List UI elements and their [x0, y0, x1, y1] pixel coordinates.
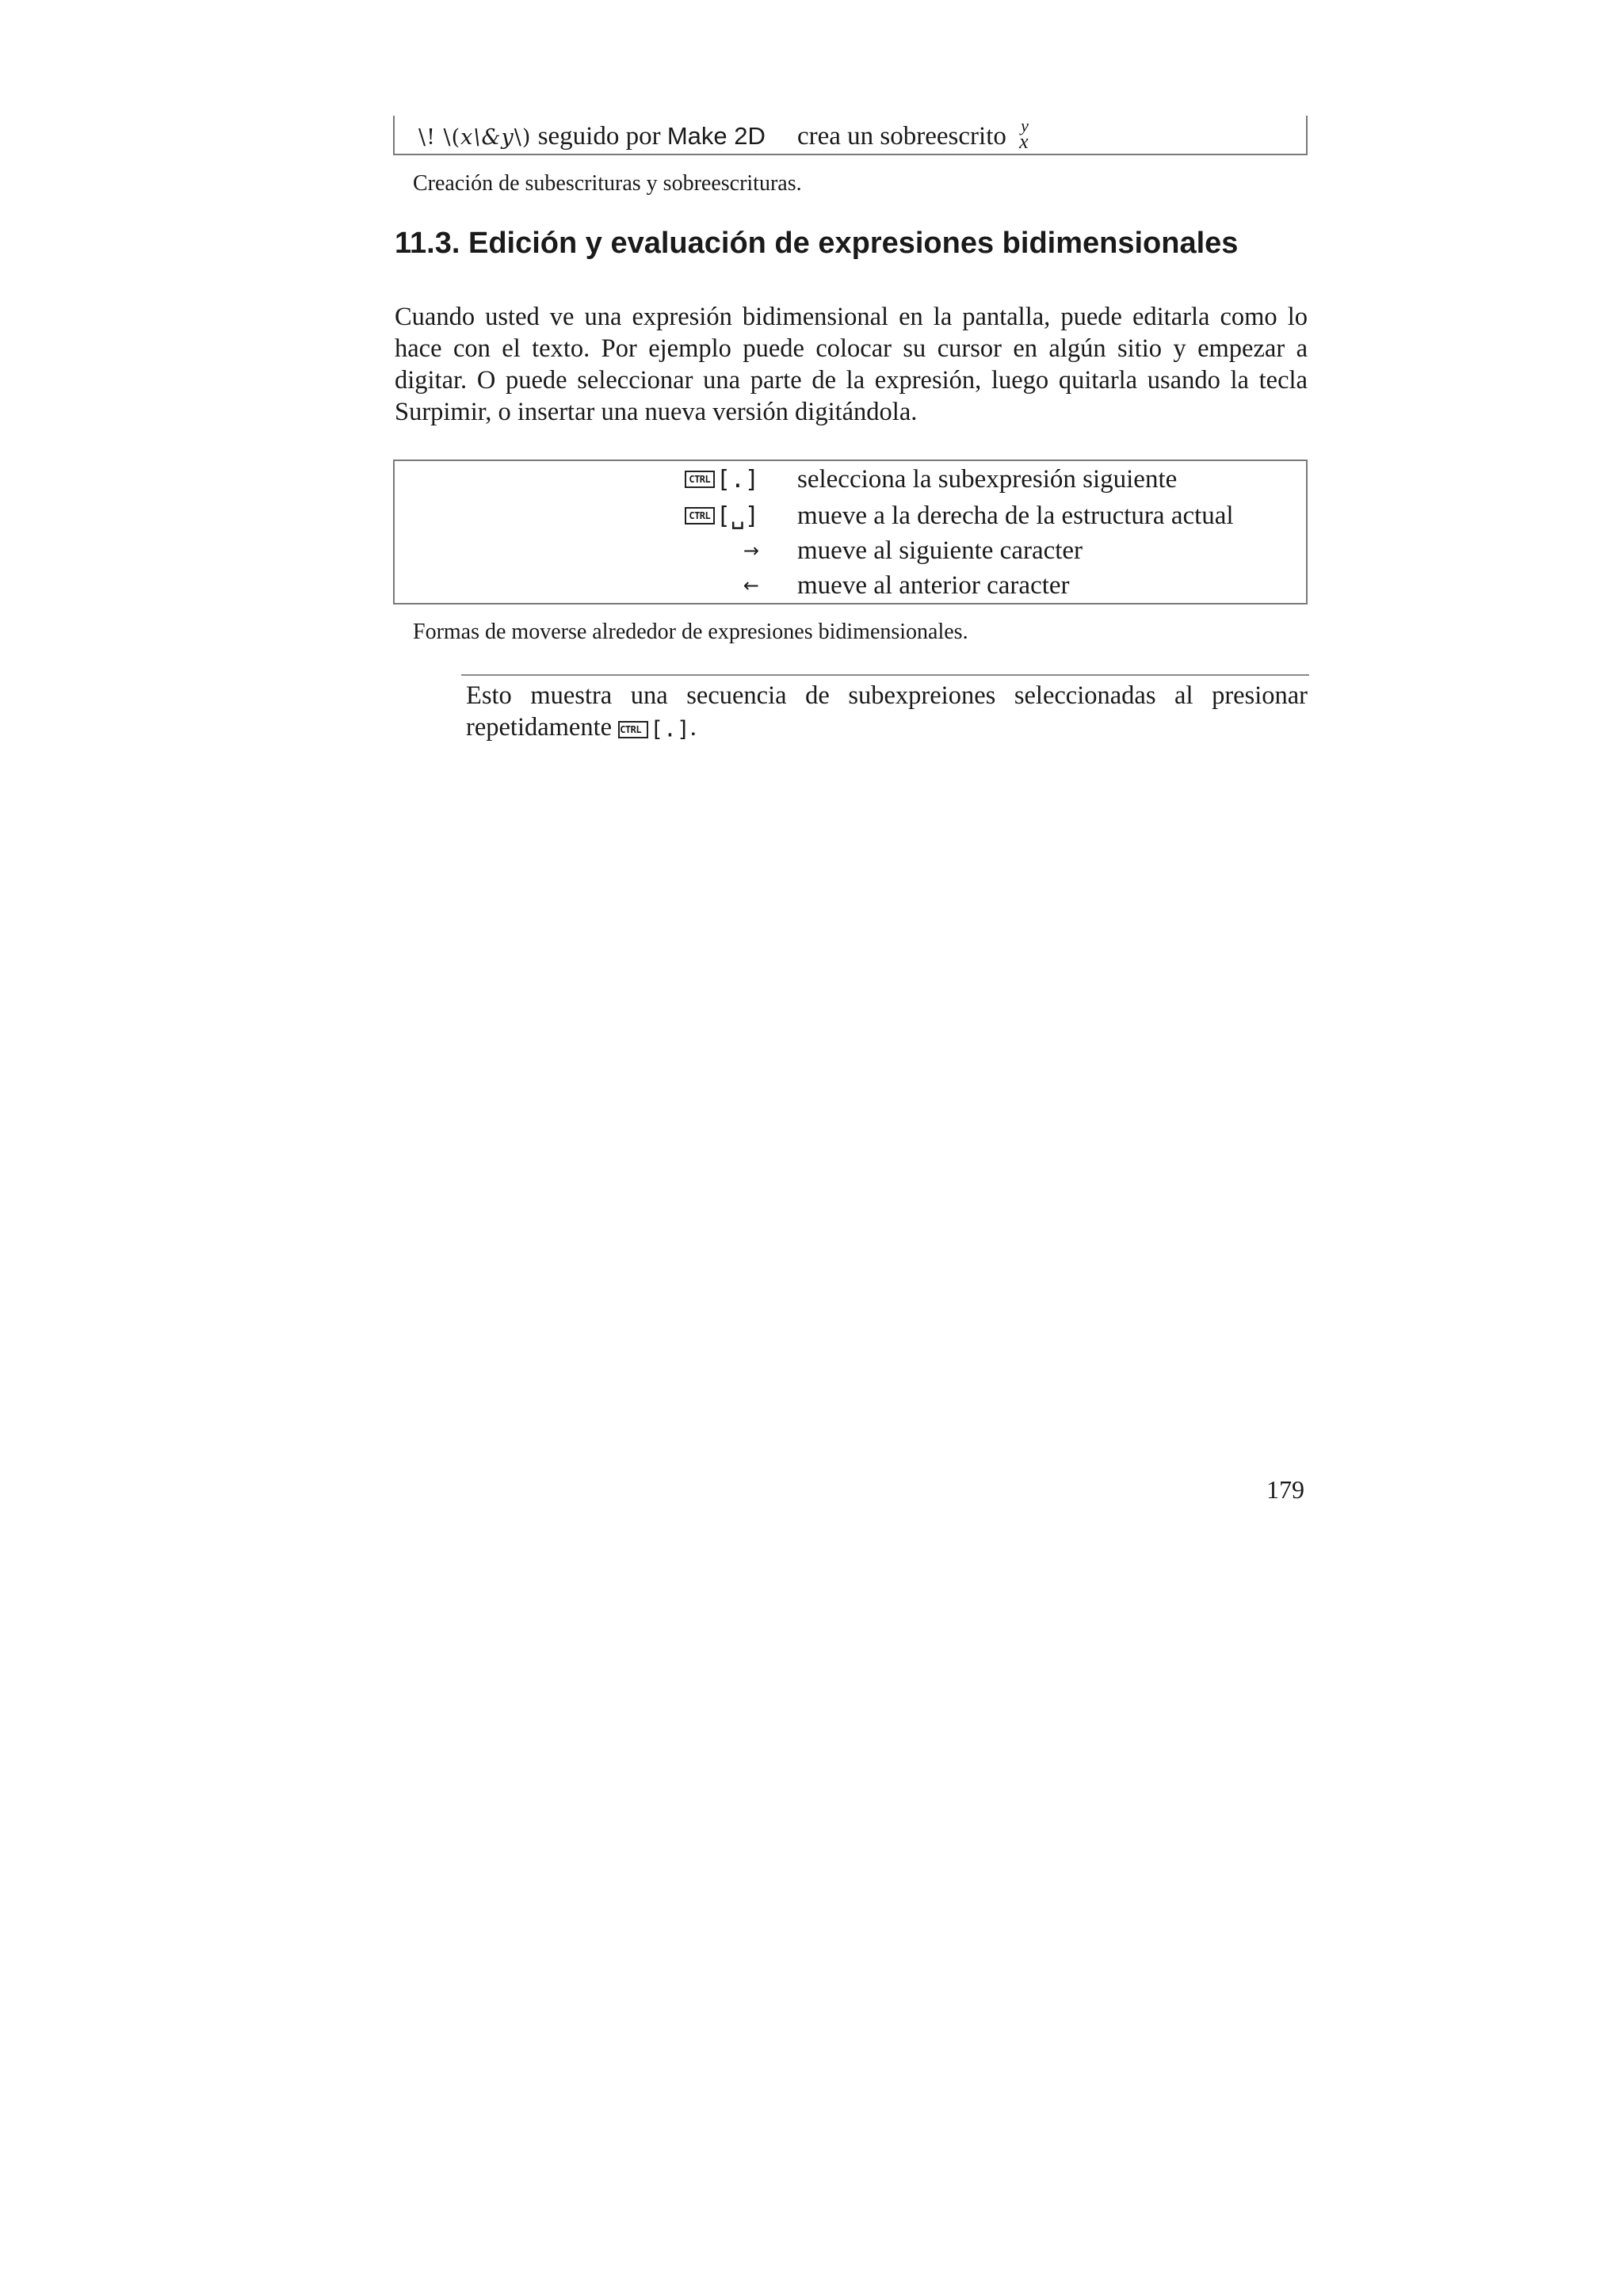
input-cell [418, 122, 766, 151]
navigation-keys-table [393, 460, 1308, 605]
overscript-example [1018, 116, 1035, 154]
note-end: . [689, 713, 697, 742]
code-prefix: \! \( [418, 125, 461, 150]
overscript-description: crea un sobreescrito [797, 122, 1014, 151]
make-2d-button-label: Make 2D [666, 122, 766, 150]
ctrl-key-icon: CTRL [618, 721, 648, 738]
overscript-base: x [1019, 130, 1029, 153]
key-combo [743, 569, 759, 602]
key-glyph: [.] [716, 465, 759, 494]
code-suffix: \) [514, 125, 532, 150]
body-paragraph: Cuando usted ve una expresión bidimensional en la pantalla, puede editarla como lo hace con el texto. Por ejemplo puede colocar su cursor en algún sitio y empezar a digitar. O puede seleccionar una parte de la expresión, luego quitarla usando la tecla Surpimir, o insertar una nueva versión digitándola. [395, 303, 1308, 426]
table-caption-navigation: Formas de moverse alrededor de expresiones bidimensionales. [413, 620, 968, 644]
key-combo [685, 499, 759, 532]
section-heading: 11.3. Edición y evaluación de expresiones bidimensionales [395, 227, 1239, 260]
key-glyph: [␣] [716, 502, 759, 530]
table-caption-subscripts: Creación de subescrituras y sobreescrituras. [413, 171, 802, 196]
page-number: 179 [1266, 1475, 1304, 1504]
key-row [395, 463, 1306, 496]
overscript-top: y [1021, 116, 1029, 135]
key-description: selecciona la subexpresión siguiente [797, 465, 1178, 494]
left-arrow-icon: ← [743, 574, 759, 597]
note-paragraph [466, 680, 1308, 746]
key-description: mueve al siguiente caracter [797, 536, 1083, 565]
inline-key-combo [618, 711, 690, 746]
key-row [395, 534, 1306, 567]
ctrl-key-icon: CTRL [685, 471, 715, 488]
note-text: Esto muestra una secuencia de subexpreiones seleccionadas al presionar repetidamente [466, 681, 1308, 742]
right-arrow-icon: → [743, 540, 759, 562]
subscript-table-fragment [393, 116, 1308, 155]
description-cell [797, 116, 1035, 154]
follow-text: seguido por [531, 122, 667, 151]
key-description: mueve al anterior caracter [797, 571, 1070, 600]
key-glyph: [.] [650, 715, 690, 742]
key-description: mueve a la derecha de la estructura actual [797, 502, 1234, 530]
ctrl-key-icon: CTRL [685, 507, 715, 524]
note-divider [461, 674, 1309, 676]
code-vars: x\&y [460, 125, 514, 150]
key-row [395, 569, 1306, 602]
key-combo [685, 463, 759, 496]
key-combo [743, 534, 759, 567]
key-row [395, 499, 1306, 532]
